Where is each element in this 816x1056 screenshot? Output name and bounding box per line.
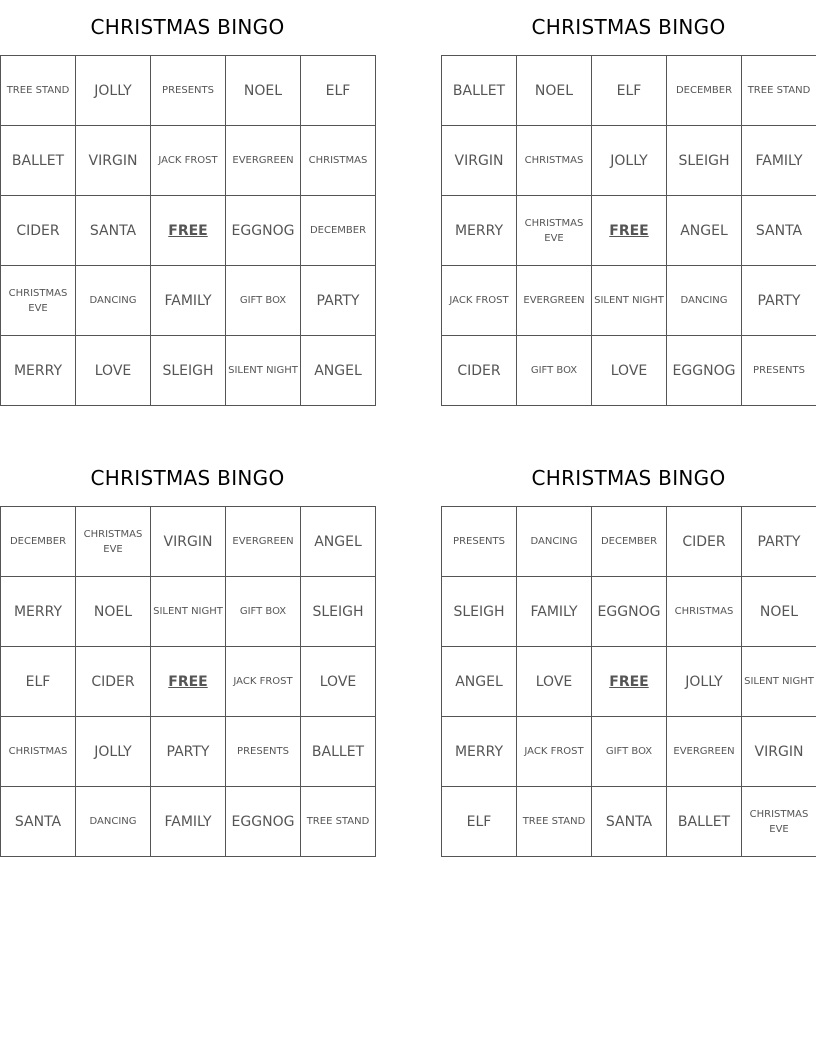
bingo-cell: DECEMBER xyxy=(1,507,76,577)
bingo-card-3 xyxy=(0,451,375,857)
card-title: CHRISTMAS BINGO xyxy=(90,15,285,39)
bingo-cell: VIRGIN xyxy=(442,126,517,196)
bingo-cell: CIDER xyxy=(667,507,742,577)
bingo-cell: TREE STAND xyxy=(301,787,376,857)
bingo-cell: CHRISTMAS xyxy=(517,126,592,196)
bingo-row xyxy=(1,266,376,336)
bingo-cell: ANGEL xyxy=(442,647,517,717)
bingo-cell: MERRY xyxy=(1,577,76,647)
bingo-row xyxy=(1,717,376,787)
bingo-cell: GIFT BOX xyxy=(226,577,301,647)
bingo-grid xyxy=(441,506,816,857)
bingo-cell: JACK FROST xyxy=(517,717,592,787)
bingo-row xyxy=(1,647,376,717)
bingo-cell: CHRISTMAS xyxy=(667,577,742,647)
bingo-cell: EVERGREEN xyxy=(517,266,592,336)
bingo-cell: GIFT BOX xyxy=(592,717,667,787)
bingo-cell: JOLLY xyxy=(667,647,742,717)
bingo-row xyxy=(1,787,376,857)
bingo-cell: SLEIGH xyxy=(442,577,517,647)
bingo-row xyxy=(1,507,376,577)
bingo-cell: CIDER xyxy=(442,336,517,406)
bingo-cell: MERRY xyxy=(442,196,517,266)
bingo-cell: EGGNOG xyxy=(226,787,301,857)
bingo-card-1 xyxy=(0,0,375,406)
bingo-cell: PARTY xyxy=(151,717,226,787)
bingo-row xyxy=(442,266,816,336)
bingo-row xyxy=(1,56,376,126)
free-space: FREE xyxy=(151,196,226,266)
bingo-cell: TREE STAND xyxy=(517,787,592,857)
bingo-cell: PRESENTS xyxy=(442,507,517,577)
bingo-cell: DANCING xyxy=(517,507,592,577)
bingo-cell: BALLET xyxy=(1,126,76,196)
bingo-cell: SLEIGH xyxy=(667,126,742,196)
bingo-cell: SILENT NIGHT xyxy=(592,266,667,336)
bingo-cell: CHRISTMAS EVE xyxy=(742,787,816,857)
bingo-cell: ELF xyxy=(442,787,517,857)
bingo-cell: DANCING xyxy=(667,266,742,336)
bingo-cell: JOLLY xyxy=(76,717,151,787)
bingo-cell: VIRGIN xyxy=(742,717,816,787)
bingo-cell: SANTA xyxy=(76,196,151,266)
bingo-cell: FAMILY xyxy=(151,787,226,857)
bingo-row xyxy=(442,56,816,126)
bingo-cell: CIDER xyxy=(76,647,151,717)
bingo-row xyxy=(442,336,816,406)
bingo-cell: JACK FROST xyxy=(226,647,301,717)
free-space: FREE xyxy=(592,647,667,717)
bingo-cell: VIRGIN xyxy=(151,507,226,577)
bingo-cell: ELF xyxy=(592,56,667,126)
bingo-cell: FAMILY xyxy=(151,266,226,336)
bingo-cell: FAMILY xyxy=(742,126,816,196)
bingo-cell: LOVE xyxy=(592,336,667,406)
bingo-cell: PRESENTS xyxy=(151,56,226,126)
bingo-row xyxy=(442,577,816,647)
bingo-cell: SLEIGH xyxy=(301,577,376,647)
bingo-cell: CHRISTMAS EVE xyxy=(1,266,76,336)
bingo-cell: EGGNOG xyxy=(592,577,667,647)
bingo-cell: CHRISTMAS xyxy=(301,126,376,196)
free-space: FREE xyxy=(592,196,667,266)
bingo-cell: NOEL xyxy=(742,577,816,647)
bingo-cell: SANTA xyxy=(592,787,667,857)
bingo-cell: GIFT BOX xyxy=(517,336,592,406)
bingo-cell: PARTY xyxy=(742,507,816,577)
bingo-card-2 xyxy=(441,0,816,406)
bingo-cell: SILENT NIGHT xyxy=(742,647,816,717)
bingo-cell: EGGNOG xyxy=(667,336,742,406)
bingo-cell: DANCING xyxy=(76,787,151,857)
bingo-cell: TREE STAND xyxy=(1,56,76,126)
bingo-card-4 xyxy=(441,451,816,857)
bingo-row xyxy=(1,336,376,406)
bingo-cell: SILENT NIGHT xyxy=(151,577,226,647)
bingo-row xyxy=(442,787,816,857)
bingo-cell: DECEMBER xyxy=(667,56,742,126)
bingo-cell: ELF xyxy=(1,647,76,717)
bingo-cell: JACK FROST xyxy=(442,266,517,336)
bingo-cell: DECEMBER xyxy=(592,507,667,577)
bingo-cell: PARTY xyxy=(301,266,376,336)
card-title: CHRISTMAS BINGO xyxy=(531,466,726,490)
bingo-cell: ANGEL xyxy=(301,336,376,406)
bingo-row xyxy=(442,196,816,266)
bingo-cell: NOEL xyxy=(76,577,151,647)
bingo-cell: EVERGREEN xyxy=(226,507,301,577)
bingo-cell: LOVE xyxy=(76,336,151,406)
bingo-row xyxy=(442,647,816,717)
bingo-cell: CHRISTMAS xyxy=(1,717,76,787)
bingo-cell: TREE STAND xyxy=(742,56,816,126)
bingo-cell: ANGEL xyxy=(301,507,376,577)
bingo-grid xyxy=(0,506,376,857)
bingo-cell: NOEL xyxy=(517,56,592,126)
bingo-row xyxy=(442,507,816,577)
bingo-cell: ELF xyxy=(301,56,376,126)
bingo-grid xyxy=(0,55,376,406)
bingo-cell: VIRGIN xyxy=(76,126,151,196)
bingo-cell: EVERGREEN xyxy=(667,717,742,787)
bingo-cell: BALLET xyxy=(301,717,376,787)
bingo-row xyxy=(1,577,376,647)
bingo-cell: SANTA xyxy=(742,196,816,266)
bingo-cell: PRESENTS xyxy=(742,336,816,406)
bingo-cell: PRESENTS xyxy=(226,717,301,787)
bingo-cell: NOEL xyxy=(226,56,301,126)
bingo-cell: BALLET xyxy=(442,56,517,126)
bingo-cell: EGGNOG xyxy=(226,196,301,266)
card-title: CHRISTMAS BINGO xyxy=(90,466,285,490)
bingo-cell: JOLLY xyxy=(76,56,151,126)
bingo-cell: EVERGREEN xyxy=(226,126,301,196)
bingo-cell: ANGEL xyxy=(667,196,742,266)
bingo-cell: LOVE xyxy=(517,647,592,717)
bingo-cell: CHRISTMAS EVE xyxy=(517,196,592,266)
bingo-cell: SILENT NIGHT xyxy=(226,336,301,406)
bingo-cell: PARTY xyxy=(742,266,816,336)
bingo-cell: MERRY xyxy=(442,717,517,787)
bingo-cell: GIFT BOX xyxy=(226,266,301,336)
bingo-cell: DECEMBER xyxy=(301,196,376,266)
bingo-grid xyxy=(441,55,816,406)
bingo-cell: JOLLY xyxy=(592,126,667,196)
bingo-row xyxy=(1,126,376,196)
bingo-cell: SLEIGH xyxy=(151,336,226,406)
bingo-cell: DANCING xyxy=(76,266,151,336)
bingo-cell: SANTA xyxy=(1,787,76,857)
bingo-cell: CIDER xyxy=(1,196,76,266)
bingo-cell: JACK FROST xyxy=(151,126,226,196)
bingo-row xyxy=(442,717,816,787)
bingo-cell: MERRY xyxy=(1,336,76,406)
bingo-row xyxy=(1,196,376,266)
bingo-row xyxy=(442,126,816,196)
free-space: FREE xyxy=(151,647,226,717)
bingo-cell: LOVE xyxy=(301,647,376,717)
bingo-cell: CHRISTMAS EVE xyxy=(76,507,151,577)
card-title: CHRISTMAS BINGO xyxy=(531,15,726,39)
bingo-cell: BALLET xyxy=(667,787,742,857)
bingo-cell: FAMILY xyxy=(517,577,592,647)
